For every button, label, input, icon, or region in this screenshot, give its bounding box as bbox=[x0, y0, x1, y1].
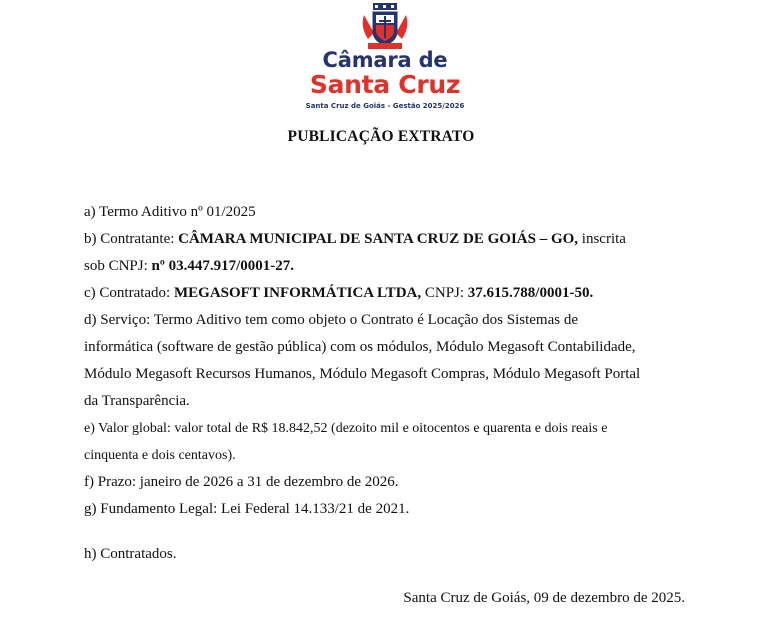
item-b-suffix: inscrita bbox=[578, 231, 626, 247]
contratante-name: CÂMARA MUNICIPAL DE SANTA CRUZ DE GOIÁS – GO, bbox=[178, 231, 579, 247]
item-b-prefix: b) Contratante: bbox=[84, 231, 179, 247]
item-h: h) Contratados. bbox=[84, 546, 177, 562]
item-d-line1: d) Serviço: Termo Aditivo tem como objeto o Contrato é Locação dos Sistemas de bbox=[84, 312, 578, 328]
item-e-line1: e) Valor global: valor total de R$ 18.842,52 (dezoito mil e oitocentos e quarenta e dois reais e bbox=[84, 421, 608, 436]
item-d-line2: informática (software de gestão pública) com os módulos, Módulo Megasoft Contabilidade, bbox=[84, 339, 636, 355]
item-d-line3: Módulo Megasoft Recursos Humanos, Módulo Megasoft Compras, Módulo Megasoft Portal bbox=[84, 366, 641, 382]
document-title: PUBLICAÇÃO EXTRATO bbox=[287, 128, 475, 145]
header bbox=[0, 0, 762, 118]
item-a: a) Termo Aditivo nº 01/2025 bbox=[84, 204, 256, 220]
item-b bbox=[84, 226, 684, 253]
logo-subtitle: Santa Cruz de Goiás - Gestão 2025/2026 bbox=[305, 102, 465, 110]
item-d-line4: da Transparência. bbox=[84, 393, 190, 409]
item-c bbox=[84, 280, 684, 307]
camara-logo bbox=[300, 0, 470, 118]
contratado-name: MEGASOFT INFORMÁTICA LTDA, bbox=[173, 285, 422, 301]
document-body bbox=[84, 199, 684, 568]
item-f: f) Prazo: janeiro de 2026 a 31 de dezembro de 2026. bbox=[84, 474, 399, 490]
item-e-line2: cinquenta e dois centavos). bbox=[84, 448, 236, 463]
item-c-mid: CNPJ: bbox=[421, 285, 468, 301]
contratado-cnpj: 37.615.788/0001-50. bbox=[467, 285, 594, 301]
item-c-prefix: c) Contratado: bbox=[84, 285, 174, 301]
item-g: g) Fundamento Legal: Lei Federal 14.133/21 de 2021. bbox=[84, 501, 410, 517]
item-b-cnpj bbox=[84, 253, 684, 280]
logo-title-line2: Santa Cruz bbox=[309, 70, 461, 99]
spacer bbox=[84, 523, 684, 541]
signature-date: Santa Cruz de Goiás, 09 de dezembro de 2025. bbox=[403, 590, 685, 606]
coat-of-arms-icon bbox=[356, 3, 414, 51]
contratante-cnpj: nº 03.447.917/0001-27. bbox=[151, 258, 294, 274]
logo-title-line1: Câmara de bbox=[322, 48, 448, 72]
item-b-cnpj-prefix: sob CNPJ: bbox=[84, 258, 152, 274]
